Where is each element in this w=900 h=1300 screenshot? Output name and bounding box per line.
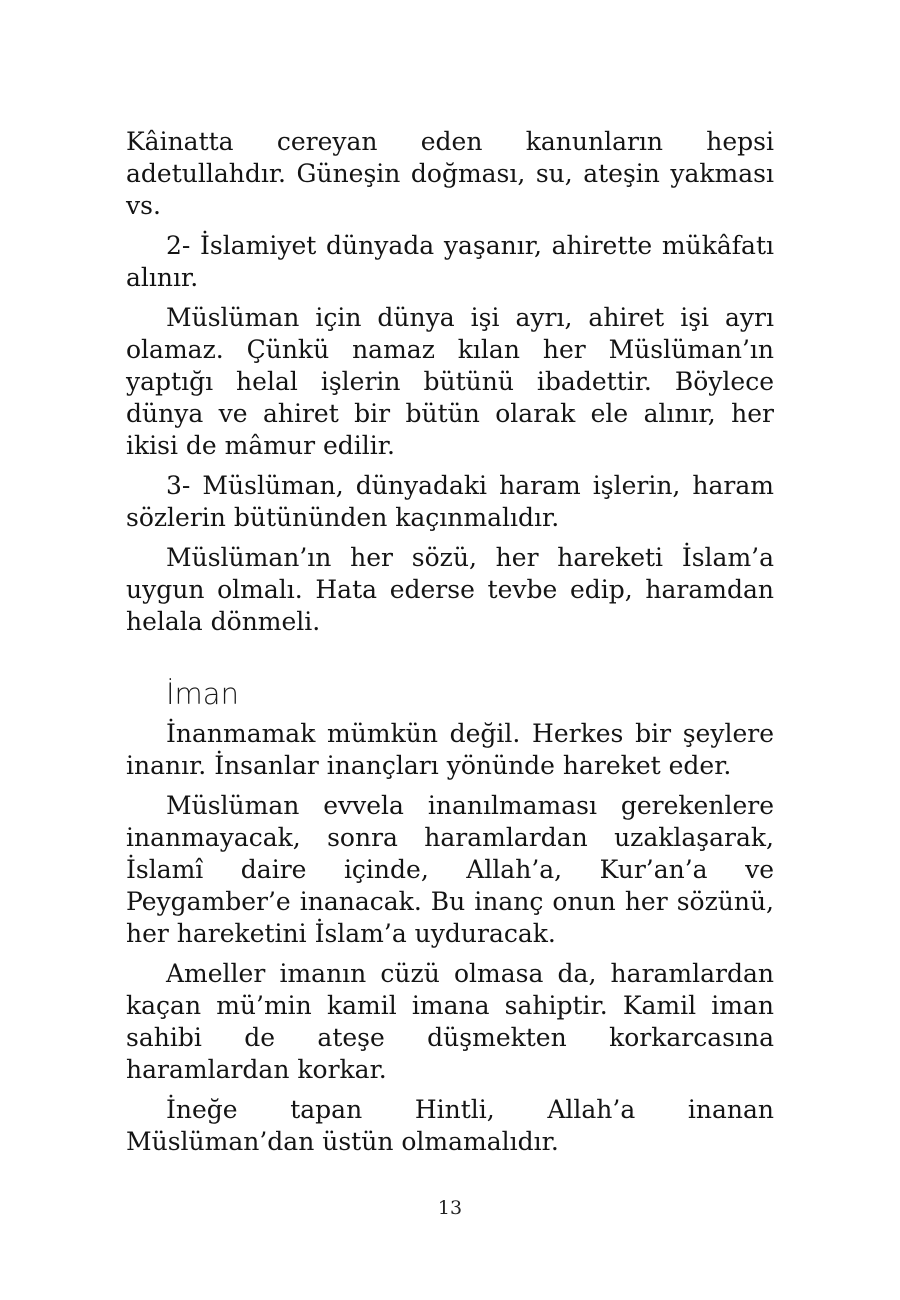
paragraph-dunya-ahiret: Müslüman için dünya işi ayrı, ahiret işi ayrı olamaz. Çünkü namaz kılan her Müslüman’ın yaptığı helal işlerin bütünü ibadettir. Böylece dünya ve ahiret bir bütün olarak ele alınır, her ikisi de mâmur edilir. — [126, 303, 774, 460]
paragraph-ameller: Ameller imanın cüzü olmasa da, haramlardan kaçan mü’min kamil imana sahiptir. Kamil iman sahibi de ateşe düşmekten korkarcasına haramlardan korkar. — [126, 959, 774, 1084]
paragraph-inanmamak: İnanmamak mümkün değil. Herkes bir şeylere inanır. İnsanlar inançları yönünde hareket eder. — [126, 719, 774, 780]
paragraph-item-3: 3- Müslüman, dünyadaki haram işlerin, haram sözlerin bütününden kaçınmalıdır. — [126, 471, 774, 532]
paragraph-adetullah: Kâinatta cereyan eden kanunların hepsi adetullahdır. Güneşin doğması, su, ateşin yakması vs. — [126, 127, 774, 220]
section-heading-iman: İman — [166, 677, 239, 711]
paragraph-inege-tapan: İneğe tapan Hintli, Allah’a inanan Müslüman’dan üstün olmamalıdır. — [126, 1095, 774, 1156]
page-number: 13 — [437, 1197, 463, 1219]
paragraph-tevbe: Müslüman’ın her sözü, her hareketi İslam’a uygun olmalı. Hata ederse tevbe edip, haramdan helala dönmeli. — [126, 543, 774, 636]
paragraph-evvela: Müslüman evvela inanılmaması gerekenlere inanmayacak, sonra haramlardan uzaklaşarak, İslamî daire içinde, Allah’a, Kur’an’a ve Peygamber’e inanacak. Bu inanç onun her sözünü, her hareketini İslam’a uyduracak. — [126, 791, 774, 948]
text-column — [126, 126, 774, 1166]
paragraph-item-2: 2- İslamiyet dünyada yaşanır, ahirette mükâfatı alınır. — [126, 231, 774, 292]
